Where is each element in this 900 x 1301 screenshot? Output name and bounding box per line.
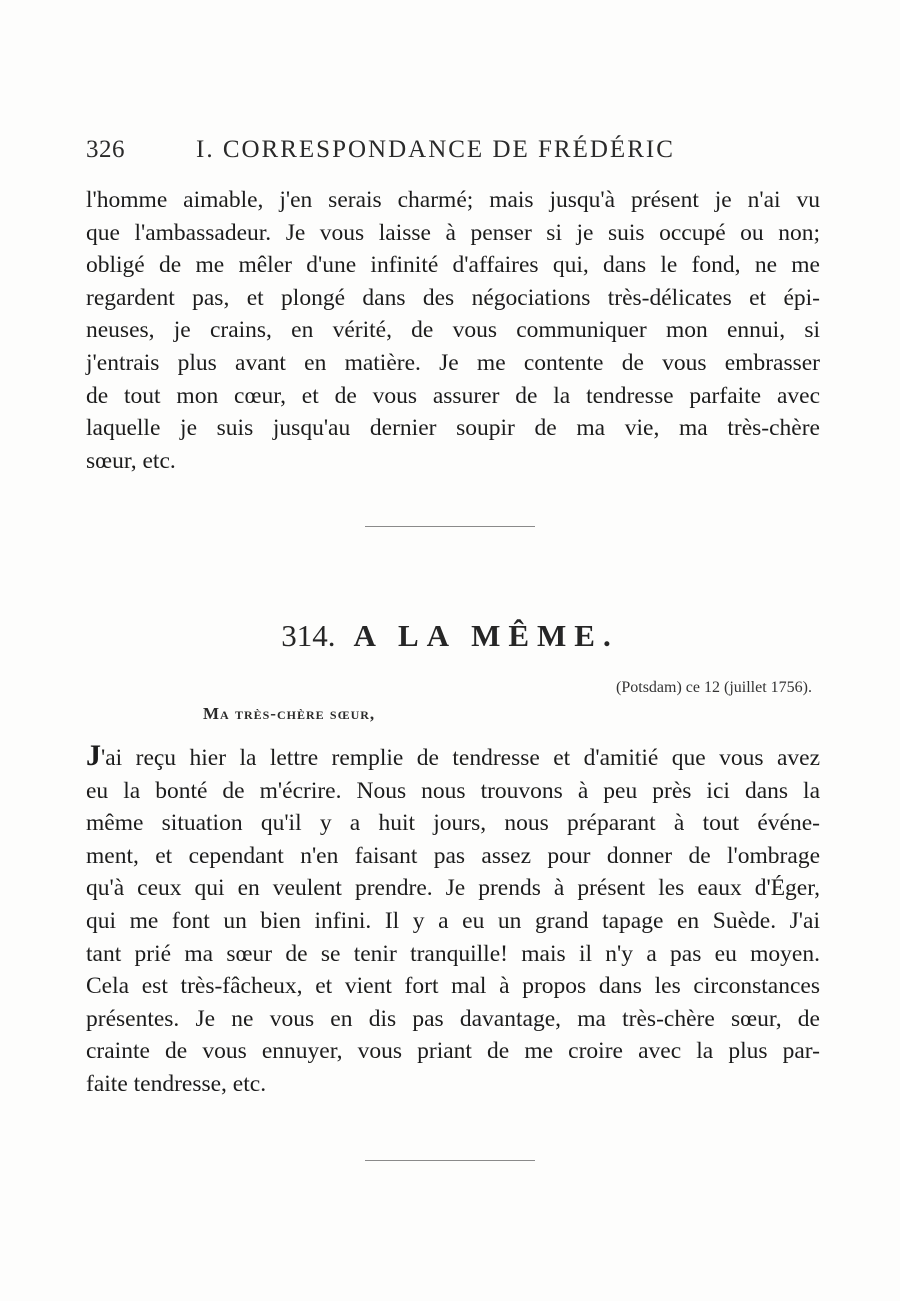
text-line: qui me font un bien infini. Il y a eu un grand tapage en Suède. J'ai bbox=[86, 907, 820, 934]
text-line: obligé de me mêler d'une infinité d'affaires qui, dans le fond, ne me bbox=[86, 252, 820, 279]
drop-cap: J bbox=[86, 739, 101, 772]
text-line: qu'à ceux qui en veulent prendre. Je prends à présent les eaux d'Éger, bbox=[86, 875, 820, 902]
text-line: faite tendresse, etc. bbox=[86, 1070, 267, 1097]
text-line: Cela est très-fâcheux, et vient fort mal à propos dans les circonstances bbox=[86, 973, 820, 1000]
text-line: laquelle je suis jusqu'au dernier soupir de ma vie, ma très-chère bbox=[86, 415, 820, 442]
text-line: de tout mon cœur, et de vous assurer de la tendresse parfaite avec bbox=[86, 382, 820, 409]
text-line: l'homme aimable, j'en serais charmé; mais jusqu'à présent je n'ai vu bbox=[86, 187, 820, 213]
letter-heading bbox=[0, 618, 900, 654]
page-number: 326 bbox=[86, 136, 125, 163]
dateline: (Potsdam) ce 12 (juillet 1756). bbox=[616, 679, 812, 696]
text-line: sœur, etc. bbox=[86, 447, 176, 474]
salutation: Ma très-chère sœur, bbox=[203, 704, 376, 723]
text-line: tant prié ma sœur de se tenir tranquille! mais il n'y a pas eu moyen. bbox=[86, 940, 820, 967]
text-line bbox=[86, 739, 820, 775]
text-line: crainte de vous ennuyer, vous priant de me croire avec la plus par- bbox=[86, 1038, 820, 1065]
text-line: regardent pas, et plongé dans des négociations très-délicates et épi- bbox=[86, 284, 820, 311]
text-line: présentes. Je ne vous en dis pas davantage, ma très-chère sœur, de bbox=[86, 1005, 820, 1032]
text-line: ment, et cependant n'en faisant pas assez pour donner de l'ombrage bbox=[86, 842, 820, 869]
continuation-paragraph bbox=[86, 184, 820, 477]
letter-body bbox=[86, 739, 820, 1101]
text-line: que l'ambassadeur. Je vous laisse à penser si je suis occupé ou non; bbox=[86, 219, 820, 246]
running-head bbox=[86, 136, 675, 164]
text-line: eu la bonté de m'écrire. Nous nous trouvons à peu près ici dans la bbox=[86, 777, 820, 804]
text-line: même situation qu'il y a huit jours, nous préparant à tout événe- bbox=[86, 810, 820, 837]
running-title: I. CORRESPONDANCE DE FRÉDÉRIC bbox=[196, 136, 675, 163]
section-divider bbox=[365, 1160, 535, 1161]
text-line: neuses, je crains, en vérité, de vous communiquer mon ennui, si bbox=[86, 317, 820, 344]
first-line-text: 'ai reçu hier la lettre remplie de tendresse et d'amitié que vous avez bbox=[101, 745, 820, 771]
letter-number: 314. bbox=[281, 618, 336, 653]
letter-title: A LA MÊME. bbox=[353, 618, 619, 653]
text-line: j'entrais plus avant en matière. Je me contente de vous embrasser bbox=[86, 349, 820, 376]
section-divider bbox=[365, 526, 535, 527]
